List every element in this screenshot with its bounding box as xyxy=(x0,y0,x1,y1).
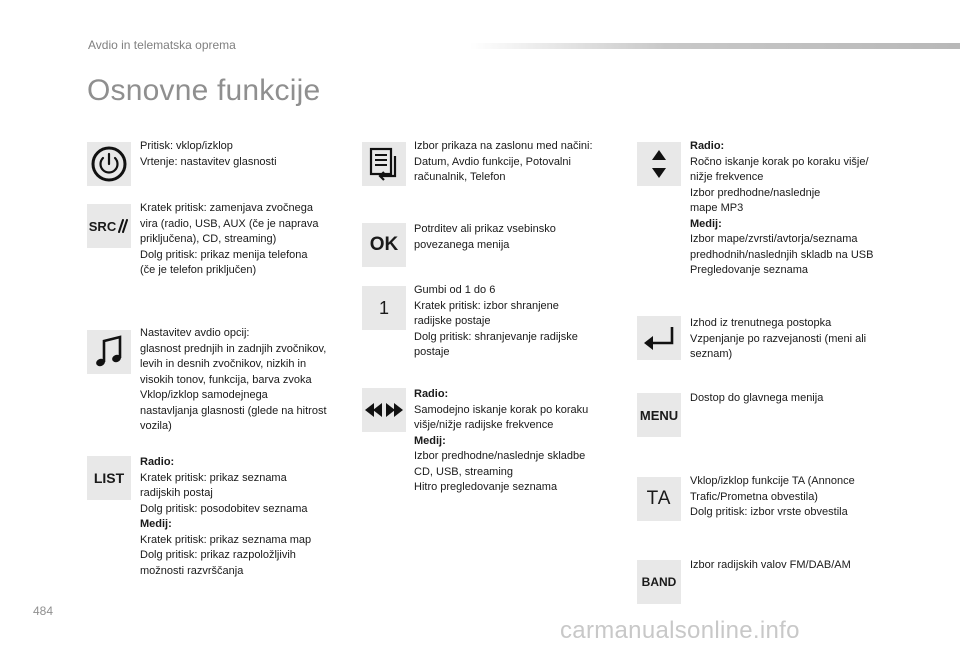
desc-ok xyxy=(414,222,556,253)
desc-line: Vklop/izklop funkcije TA (Annonce xyxy=(690,475,855,487)
desc-line: Dolg pritisk: izbor vrste obvestila xyxy=(690,506,848,518)
preset-label: 1 xyxy=(378,297,389,318)
desc-line: Dolg pritisk: posodobitev seznama xyxy=(140,502,308,515)
desc-line: Pregledovanje seznama xyxy=(690,264,809,276)
desc-line: Dolg pritisk: prikaz razpoložljivih xyxy=(140,549,296,561)
list-label: LIST xyxy=(93,470,125,486)
desc-line: vozila) xyxy=(140,420,172,432)
desc-line: nižje frekvence xyxy=(690,171,764,183)
src-label: SRC xyxy=(88,218,117,234)
desc-line: mape MP3 xyxy=(690,202,744,214)
desc-line: Izbor prikaza na zaslonu med načini: xyxy=(414,140,593,152)
desc-line: Vzpenjanje po razvejanosti (meni ali xyxy=(690,332,867,345)
back-arrow-icon xyxy=(642,323,676,353)
watermark-text: carmanualsonline.info xyxy=(560,617,800,644)
desc-line: postaje xyxy=(414,346,450,358)
desc-line: Pritisk: vklop/izklop xyxy=(140,140,233,152)
desc-line: Izbor predhodne/naslednje skladbe xyxy=(414,450,586,462)
ta-label: TA xyxy=(646,488,672,509)
desc-line: vira (radio, USB, AUX (če je naprava xyxy=(140,217,319,230)
seek-arrows-icon xyxy=(364,400,404,420)
desc-line: Hitro pregledovanje seznama xyxy=(414,481,558,493)
desc-back xyxy=(690,316,866,363)
ok-label: OK xyxy=(369,234,399,255)
desc-preset xyxy=(414,283,578,361)
desc-line: Datum, Avdio funkcije, Potovalni xyxy=(414,155,571,168)
desc-line: CD, USB, streaming xyxy=(414,465,514,478)
desc-heading: Radio: xyxy=(414,388,449,400)
desc-heading: Radio: xyxy=(140,456,175,468)
desc-line: levih in desnih zvočnikov, nizkih in xyxy=(140,358,307,370)
display-mode-tile xyxy=(362,142,406,186)
seek-tile xyxy=(362,388,406,432)
desc-line: Izhod iz trenutnega postopka xyxy=(690,317,832,329)
desc-line: Vrtenje: nastavitev glasnosti xyxy=(140,155,277,168)
desc-line: Dolg pritisk: prikaz menija telefona xyxy=(140,248,308,261)
band-button-tile xyxy=(637,560,681,604)
up-down-arrows-icon xyxy=(649,147,669,181)
menu-label: MENU xyxy=(639,407,679,423)
list-button-tile xyxy=(87,456,131,500)
desc-line: Izbor radijskih valov FM/DAB/AM xyxy=(690,559,851,571)
section-header: Avdio in telematska oprema xyxy=(88,38,236,52)
desc-band xyxy=(690,558,851,574)
desc-line: radijskih postaj xyxy=(140,487,213,499)
band-label: BAND xyxy=(641,575,677,589)
page-number: 484 xyxy=(33,604,54,618)
desc-line: Samodejno iskanje korak po koraku xyxy=(414,403,589,416)
phone-slash-icon xyxy=(117,219,129,233)
desc-line: možnosti razvrščanja xyxy=(140,564,244,577)
desc-ta xyxy=(690,474,855,521)
desc-power-knob xyxy=(140,139,277,170)
desc-line: Izbor predhodne/naslednje xyxy=(690,186,821,199)
desc-up-down xyxy=(690,139,873,279)
desc-line: predhodnih/naslednjih skladb na USB xyxy=(690,248,874,261)
desc-line: visokih tonov, funkcija, barva zvoka xyxy=(140,373,312,386)
desc-line: nastavljanja glasnosti (glede na hitrost xyxy=(140,404,327,417)
desc-seek xyxy=(414,387,588,496)
power-knob-tile xyxy=(87,142,131,186)
desc-line: Potrditev ali prikaz vsebinsko xyxy=(414,223,556,235)
preset-button-tile xyxy=(362,286,406,330)
desc-line: Dolg pritisk: shranjevanje radijske xyxy=(414,330,578,343)
desc-line: Kratek pritisk: prikaz seznama map xyxy=(140,533,312,546)
desc-line: Kratek pritisk: prikaz seznama xyxy=(140,471,287,484)
page-title: Osnovne funkcije xyxy=(87,74,321,107)
desc-line: glasnost prednjih in zadnjih zvočnikov, xyxy=(140,342,327,355)
desc-line: Trafic/Prometna obvestila) xyxy=(690,490,818,503)
ok-button-tile xyxy=(362,223,406,267)
desc-line: radijske postaje xyxy=(414,315,491,327)
desc-line: Gumbi od 1 do 6 xyxy=(414,284,496,296)
desc-heading: Medij: xyxy=(140,518,172,530)
desc-line: računalnik, Telefon xyxy=(414,171,506,183)
desc-line: (če je telefon priključen) xyxy=(140,264,257,276)
desc-line: Ročno iskanje korak po koraku višje/ xyxy=(690,155,869,168)
desc-heading: Radio: xyxy=(690,140,725,152)
desc-line: Kratek pritisk: izbor shranjene xyxy=(414,299,559,312)
display-mode-icon xyxy=(367,146,401,182)
src-button-tile xyxy=(87,204,131,248)
header-rule xyxy=(470,43,960,49)
audio-options-tile xyxy=(87,330,131,374)
desc-heading: Medij: xyxy=(690,217,722,230)
desc-display-mode xyxy=(414,139,593,186)
desc-line: višje/nižje radijske frekvence xyxy=(414,419,554,431)
music-note-icon xyxy=(94,335,124,369)
desc-src xyxy=(140,201,319,279)
desc-list xyxy=(140,455,311,579)
desc-line: Dostop do glavnega menija xyxy=(690,392,824,404)
desc-menu xyxy=(690,391,823,407)
ta-button-tile xyxy=(637,477,681,521)
desc-line: Izbor mape/zvrsti/avtorja/seznama xyxy=(690,233,858,245)
desc-line: seznam) xyxy=(690,348,733,360)
menu-button-tile xyxy=(637,393,681,437)
up-down-tile xyxy=(637,142,681,186)
desc-line: Nastavitev avdio opcij: xyxy=(140,327,250,339)
back-tile xyxy=(637,316,681,360)
power-knob-icon xyxy=(90,145,128,183)
desc-line: priključena), CD, streaming) xyxy=(140,233,277,245)
desc-line: povezanega menija xyxy=(414,238,510,251)
desc-audio-options xyxy=(140,326,327,435)
desc-line: Kratek pritisk: zamenjava zvočnega xyxy=(140,202,314,214)
desc-heading: Medij: xyxy=(414,434,446,447)
desc-line: Vklop/izklop samodejnega xyxy=(140,389,268,401)
